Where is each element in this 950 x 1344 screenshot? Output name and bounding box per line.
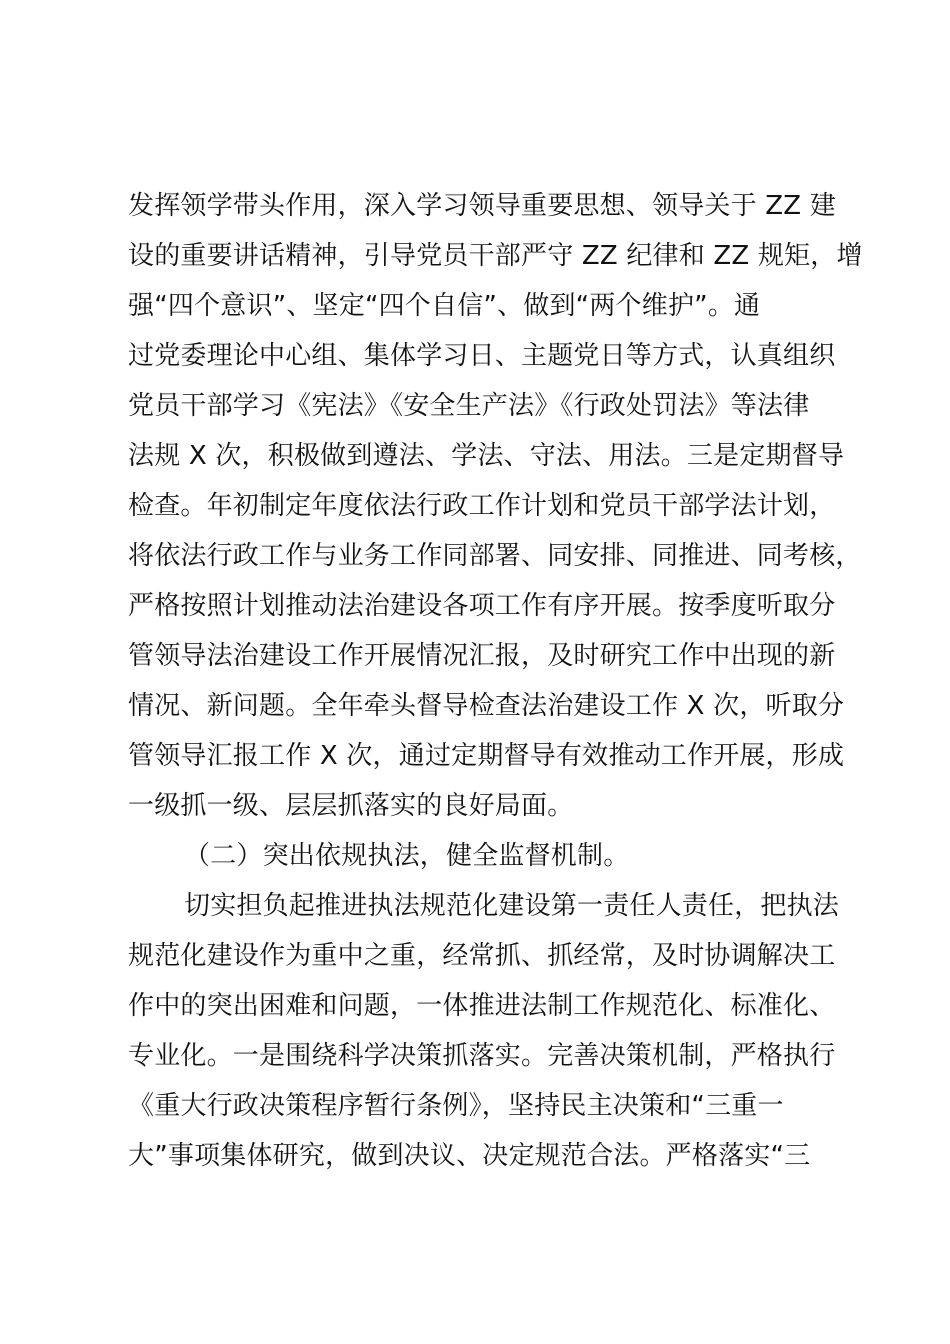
paragraph-line: 大”事项集体研究，做到决议、决定规范合法。严格落实“三	[128, 1141, 811, 1171]
paragraph-line: 严格按照计划推动法治建设各项工作有序开展。按季度听取分	[128, 591, 836, 621]
paragraph-line: 切实担负起推进执法规范化建设第一责任人责任，把执法	[184, 891, 840, 921]
section-heading: （二）突出依规执法，健全监督机制。	[184, 841, 630, 871]
paragraph-line: 检查。年初制定年度依法行政工作计划和党员干部学法计划，	[128, 491, 836, 521]
paragraph-line: 专业化。一是围绕科学决策抓落实。完善决策机制，严格执行	[128, 1041, 836, 1071]
paragraph-line: 管领导汇报工作 X 次，通过定期督导有效推动工作开展，形成	[128, 741, 845, 771]
paragraph-line: 过党委理论中心组、集体学习日、主题党日等方式，认真组织	[128, 341, 836, 371]
paragraph-line: 发挥领学带头作用，深入学习领导重要思想、领导关于 ZZ 建	[128, 191, 836, 221]
paragraph-line: 党员干部学习《宪法》《安全生产法》《行政处罚法》等法律	[128, 391, 810, 421]
paragraph-line: 作中的突出困难和问题，一体推进法制工作规范化、标准化、	[128, 991, 836, 1021]
paragraph-line: 规范化建设作为重中之重，经常抓、抓经常，及时协调解决工	[128, 941, 836, 971]
document-body	[128, 181, 863, 1181]
paragraph-line: 一级抓一级、层层抓落实的良好局面。	[128, 791, 574, 821]
paragraph-line: 《重大行政决策程序暂行条例》，坚持民主决策和“三重一	[128, 1091, 784, 1121]
paragraph-line: 设的重要讲话精神，引导党员干部严守 ZZ 纪律和 ZZ 规矩，增	[128, 241, 863, 271]
paragraph-line: 管领导法治建设工作开展情况汇报，及时研究工作中出现的新	[128, 641, 836, 671]
paragraph-line: 将依法行政工作与业务工作同部署、同安排、同推进、同考核，	[128, 541, 862, 571]
paragraph-line: 情况、新问题。全年牵头督导检查法治建设工作 X 次，听取分	[128, 691, 845, 721]
paragraph-line: 法规 X 次，积极做到遵法、学法、守法、用法。三是定期督导	[128, 441, 845, 471]
paragraph-line: 强“四个意识”、坚定“四个自信”、做到“两个维护”。通	[128, 291, 761, 321]
